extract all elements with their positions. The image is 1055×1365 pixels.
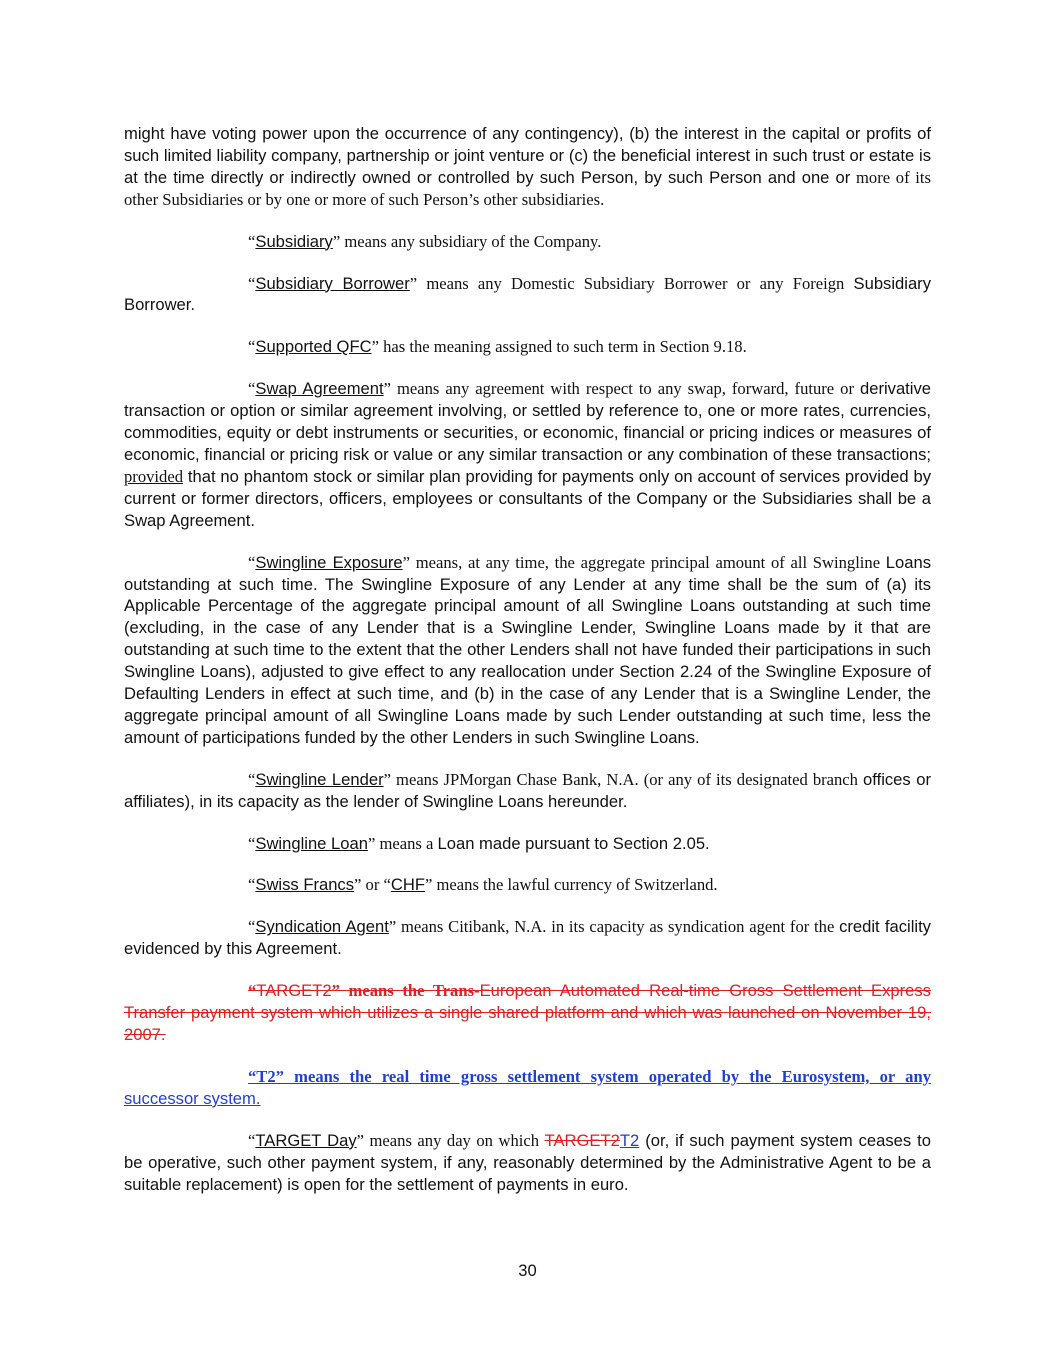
definition-swingline-exposure: “Swingline Exposure” means, at any time, the aggregate principal amount of all Swingline Loans outstanding at such time. The Swingline Exposure of any Lender at any time shall be the sum of (a) its Applicable Percentage of the aggregate principal amount of all Swingline Loans outstanding at such time (excluding, in the case of any Lender that is a Swingline Lender, Swingline Loans made by it that are outstanding at such time to the extent that the other Lenders shall not have funded their participations in such Swingline Loans), adjusted to give effect to any reallocation under Section 2.24 of the Swingline Exposure of Defaulting Lenders in effect at such time, and (b) in the case of any Lender that is a Swingline Lender, the aggregate principal amount of all Swingline Loans made by such Lender outstanding at such time, less the amount of participations funded by the other Lenders in such Swingline Loans. — [124, 552, 931, 747]
document-body — [124, 123, 931, 1215]
term-supported-qfc: Supported QFC — [255, 337, 372, 357]
term-chf: CHF — [390, 875, 425, 895]
definition-supported-qfc: “Supported QFC” has the meaning assigned to such term in Section 9.18. — [248, 337, 747, 357]
definition-target-day: “TARGET Day” means any day on which TARGET2T2 (or, if such payment system ceases to be operative, such other payment system, if any, reasonably determined by the Administrative Agent to be a suitable replacement) is open for the settlement of payments in euro. — [124, 1130, 932, 1194]
definition-target2-deleted: “TARGET2” means the Trans-European Automated Real-time Gross Settlement Express Transfer payment system which utilizes a single shared platform and which was launched on November 19, 2007. — [124, 981, 931, 1044]
definition-swingline-lender: “Swingline Lender” means JPMorgan Chase Bank, N.A. (or any of its designated branch offices or affiliates), in its capacity as the lender of Swingline Loans hereunder. — [124, 769, 931, 811]
definition-t2-inserted: “T2” means the real time gross settlement system operated by the Eurosystem, or any successor system. — [124, 1066, 931, 1108]
term-target-day: TARGET Day — [255, 1130, 357, 1150]
definition-swap-agreement: “Swap Agreement” means any agreement with respect to any swap, forward, future or derivative transaction or option or similar agreement involving, or settled by reference to, one or more rates, currencies, commodities, equity or debt instruments or securities, or economic, financial or pricing indices or measures of economic, financial or pricing risk or value or any similar transaction or any combination of these transactions; provided that no phantom stock or similar plan providing for payments only on account of services provided by current or former directors, officers, employees or consultants of the Company or the Subsidiaries shall be a Swap Agreement. — [124, 379, 932, 530]
term-swiss-francs: Swiss Francs — [255, 875, 355, 895]
definition-swiss-francs: “Swiss Francs” or “CHF” means the lawful currency of Switzerland. — [248, 875, 718, 895]
term-swingline-lender: Swingline Lender — [255, 769, 384, 789]
deleted-target2: TARGET2 — [544, 1130, 620, 1150]
term-subsidiary-borrower: Subsidiary Borrower — [255, 273, 410, 293]
inserted-t2: T2 — [619, 1130, 640, 1150]
term-syndication-agent: Syndication Agent — [255, 917, 389, 937]
term-target2-deleted: TARGET2 — [256, 981, 332, 1001]
term-subsidiary: Subsidiary — [255, 231, 333, 251]
definition-subsidiary: “Subsidiary” means any subsidiary of the Company. — [248, 231, 602, 251]
definition-syndication-agent: “Syndication Agent” means Citibank, N.A. in its capacity as syndication agent for the credit facility evidenced by this Agreement. — [124, 917, 931, 959]
intro-paragraph: might have voting power upon the occurrence of any contingency), (b) the interest in the capital or profits of such limited liability company, partnership or joint venture or (c) the beneficial interest in such trust or estate is at the time directly or indirectly owned or controlled by such Person, by such Person and one or more of its other Subsidiaries or by one or more of such Person’s other subsidiaries. — [124, 124, 931, 209]
page-number: 30 — [518, 1261, 537, 1280]
term-swap-agreement: Swap Agreement — [255, 379, 384, 399]
term-swingline-loan: Swingline Loan — [255, 833, 368, 853]
definition-subsidiary-borrower: “Subsidiary Borrower” means any Domestic Subsidiary Borrower or any Foreign Subsidiary Borrower. — [124, 273, 932, 315]
provided-emphasis: provided — [124, 466, 183, 486]
definition-swingline-loan: “Swingline Loan” means a Loan made pursuant to Section 2.05. — [248, 833, 710, 853]
term-swingline-exposure: Swingline Exposure — [255, 552, 403, 572]
